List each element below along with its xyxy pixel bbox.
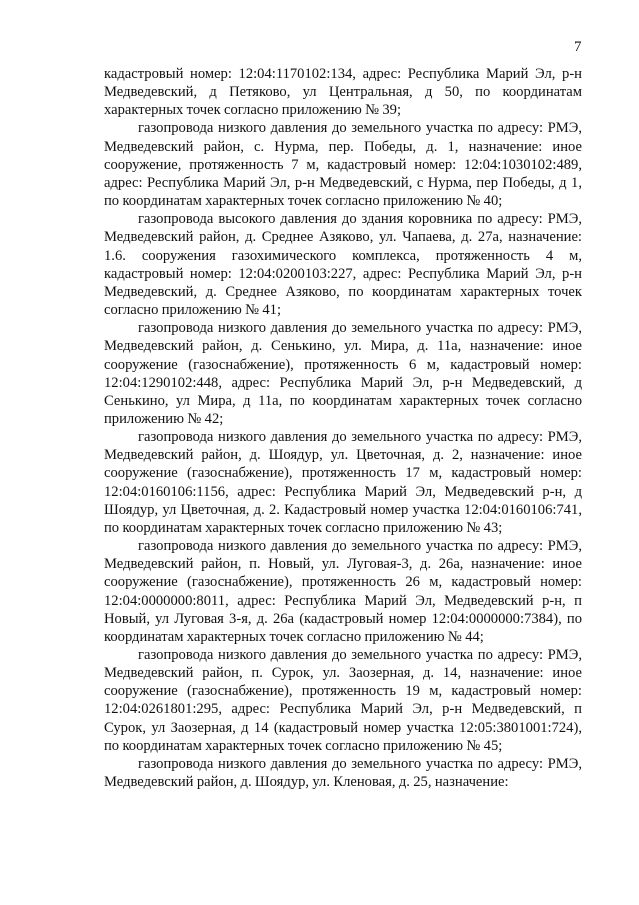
paragraph-annex-43: газопровода низкого давления до земельного участка по адресу: РМЭ, Медведевский район, д. Шоядур, ул. Цветочная, д. 2, назначение: иное сооружение (газоснабжение), протяженность 17 м, кадастровый номер: 12:04:0160106:1156, адрес: Республика Марий Эл, Медведевский р-н, д Шоядур, ул Цветочная, д. 2. Кадастровый номер участка 12:04:0160106:741, по координатам характерных точек согласно приложению № 43; xyxy=(104,429,582,536)
paragraph-annex-39: кадастровый номер: 12:04:1170102:134, адрес: Республика Марий Эл, р-н Медведевский, д Петяково, ул Центральная, д 50, по координатам характерных точек согласно приложению № 39; xyxy=(104,66,582,119)
paragraph-annex-44: газопровода низкого давления до земельного участка по адресу: РМЭ, Медведевский район, п. Новый, ул. Луговая-3, д. 26а, назначение: иное сооружение (газоснабжение), протяженность 26 м, кадастровый номер: 12:04:0000000:8011, адрес: Республика Марий Эл, Медведевский р-н, п Новый, ул Луговая 3-я, д. 26а (кадастровый номер 12:04:0000000:7384), по координатам характерных точек согласно приложению № 44; xyxy=(104,538,582,645)
page-number: 7 xyxy=(574,39,582,55)
paragraph-kleno-25: газопровода низкого давления до земельного участка по адресу: РМЭ, Медведевский район, д. Шоядур, ул. Кленовая, д. 25, назначение: xyxy=(104,755,582,791)
paragraph-annex-45: газопровода низкого давления до земельного участка по адресу: РМЭ, Медведевский район, п. Сурок, ул. Заозерная, д. 14, назначение: иное сооружение (газоснабжение), протяженность 19 м, кадастровый номер: 12:04:0261801:295, адрес: Республика Марий Эл, р-н Медведевский, п Сурок, ул Заозерная, д 14 (кадастровый номер участка 12:05:3801001:724), по координатам характерных точек согласно приложению № 45; xyxy=(104,647,582,754)
paragraph-annex-40: газопровода низкого давления до земельного участка по адресу: РМЭ, Медведевский район, с. Нурма, пер. Победы, д. 1, назначение: иное сооружение, протяженность 7 м, кадастровый номер: 12:04:1030102:489, адрес: Республика Марий Эл, р-н Медведевский, с Нурма, пер Победы, д 1, по координатам характерных точек согласно приложению № 40; xyxy=(104,120,582,210)
paragraph-annex-41: газопровода высокого давления до здания коровника по адресу: РМЭ, Медведевский район, д. Среднее Азяково, ул. Чапаева, д. 27а, назначение: 1.6. сооружения газохимического комплекса, протяженность 4 м, кадастровый номер: 12:04:0200103:227, адрес: Республика Марий Эл, р-н Медведевский, д. Среднее Азяково, по координатам характерных точек согласно приложению № 41; xyxy=(104,211,582,319)
document-body xyxy=(104,65,582,791)
paragraph-annex-42: газопровода низкого давления до земельного участка по адресу: РМЭ, Медведевский район, д. Сенькино, ул. Мира, д. 11а, назначение: иное сооружение (газоснабжение), протяженность 6 м, кадастровый номер: 12:04:1290102:448, адрес: Республика Марий Эл, р-н Медведевский, д Сенькино, ул Мира, д 11а, по координатам характерных точек согласно приложению № 42; xyxy=(104,320,582,427)
